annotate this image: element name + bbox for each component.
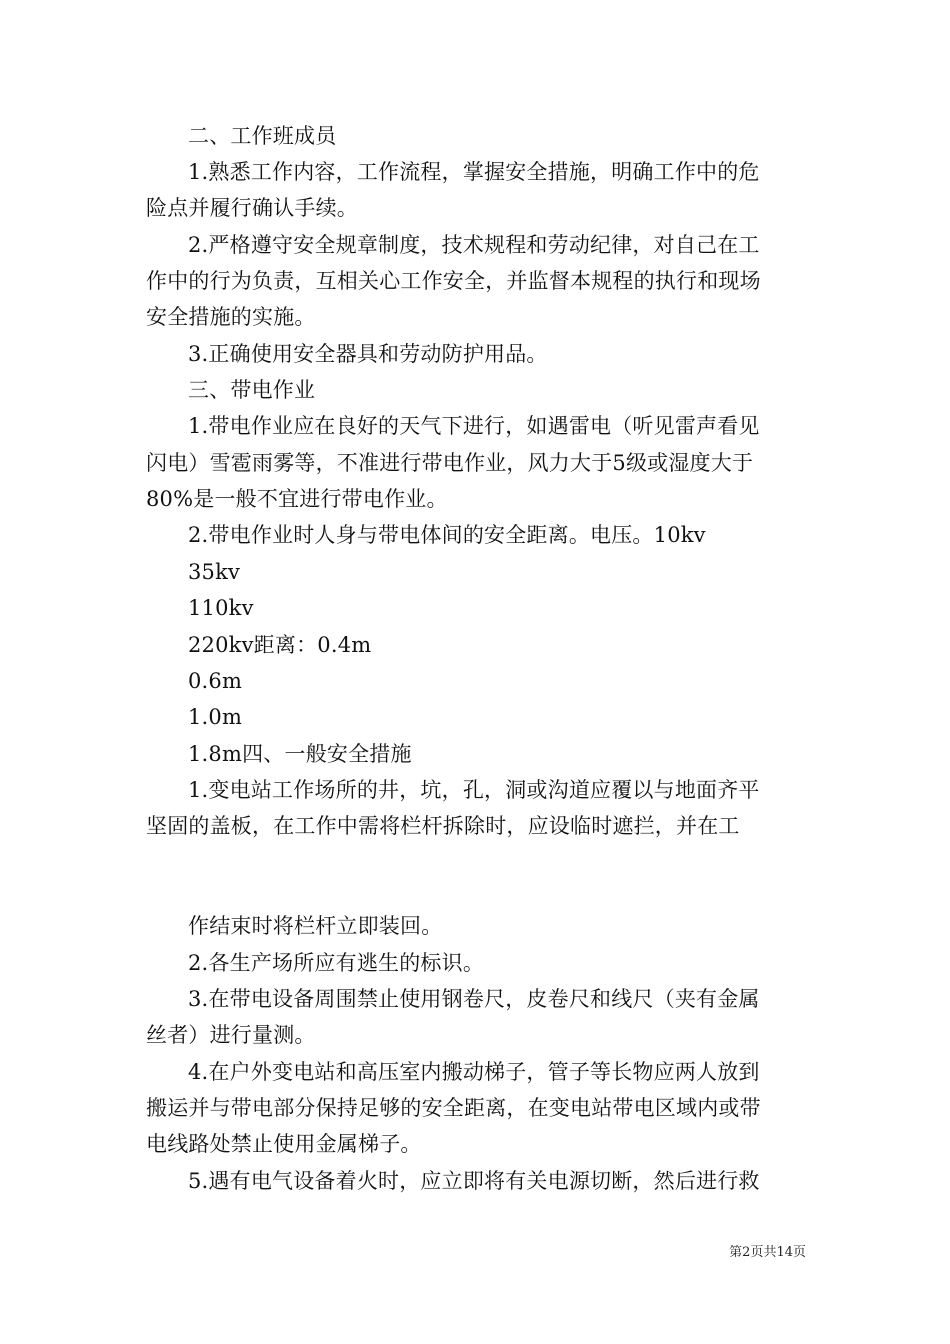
page-number-footer: 第2页共14页 bbox=[729, 1245, 806, 1260]
text-line: 闪电）雪雹雨雾等，不准进行带电作业，风力大于5级或湿度大于 bbox=[146, 451, 754, 475]
text-line: 35kv bbox=[188, 560, 241, 584]
text-line: 220kv距离：0.4m bbox=[188, 633, 372, 657]
text-line: 作中的行为负责，互相关心工作安全，并监督本规程的执行和现场 bbox=[146, 269, 761, 293]
text-line: 险点并履行确认手续。 bbox=[146, 196, 358, 220]
text-line: 作结束时将栏杆立即装回。 bbox=[188, 914, 443, 938]
text-line: 2.各生产场所应有逃生的标识。 bbox=[188, 951, 485, 975]
text-line: 1.变电站工作场所的井，坑，孔，洞或沟道应覆以与地面齐平 bbox=[188, 778, 760, 802]
text-line: 3.正确使用安全器具和劳动防护用品。 bbox=[188, 342, 548, 366]
text-line: 安全措施的实施。 bbox=[146, 305, 316, 329]
text-line: 110kv bbox=[188, 596, 254, 620]
text-line: 1.带电作业应在良好的天气下进行，如遇雷电（听见雷声看见 bbox=[188, 414, 760, 438]
section-heading: 二、工作班成员 bbox=[188, 124, 337, 148]
text-line: 搬运并与带电部分保持足够的安全距离，在变电站带电区域内或带 bbox=[146, 1096, 761, 1120]
text-line: 2.严格遵守安全规章制度，技术规程和劳动纪律，对自己在工 bbox=[188, 233, 760, 257]
text-line: 5.遇有电气设备着火时，应立即将有关电源切断，然后进行救 bbox=[188, 1169, 760, 1193]
text-line: 0.6m bbox=[188, 669, 243, 693]
text-line: 4.在户外变电站和高压室内搬动梯子，管子等长物应两人放到 bbox=[188, 1060, 760, 1084]
text-line: 3.在带电设备周围禁止使用钢卷尺，皮卷尺和线尺（夹有金属 bbox=[188, 987, 760, 1011]
text-line: 80%是一般不宜进行带电作业。 bbox=[146, 487, 448, 511]
text-line: 坚固的盖板，在工作中需将栏杆拆除时，应设临时遮拦，并在工 bbox=[146, 814, 740, 838]
section-heading: 1.8m四、一般安全措施 bbox=[188, 742, 412, 766]
text-line: 丝者）进行量测。 bbox=[146, 1023, 316, 1047]
text-line: 电线路处禁止使用金属梯子。 bbox=[146, 1132, 422, 1156]
text-line: 2.带电作业时人身与带电体间的安全距离。电压。10kv bbox=[188, 523, 706, 547]
text-line: 1.熟悉工作内容，工作流程，掌握安全措施，明确工作中的危 bbox=[188, 160, 760, 184]
text-line: 1.0m bbox=[188, 705, 243, 729]
section-heading: 三、带电作业 bbox=[188, 378, 316, 402]
